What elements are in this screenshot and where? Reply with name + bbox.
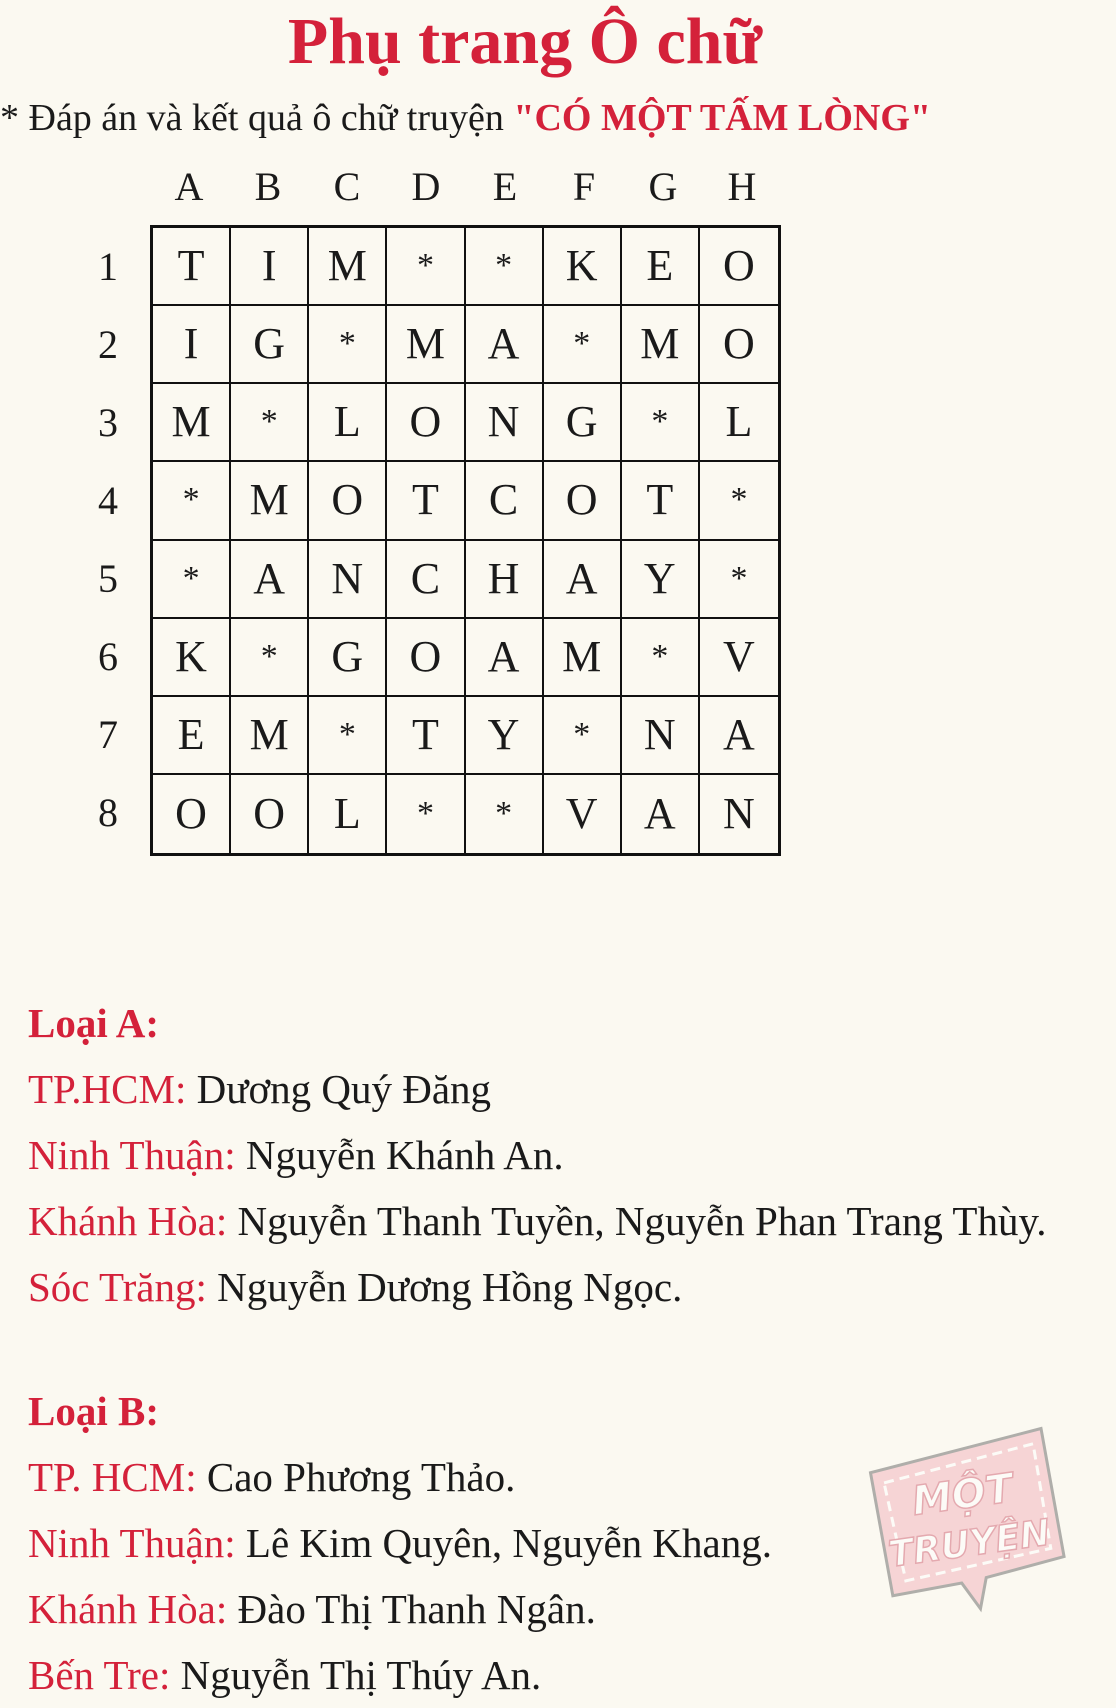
grid-cell: M: [622, 306, 700, 384]
row-header: 3: [98, 400, 118, 445]
winner-place: Khánh Hòa:: [28, 1198, 228, 1244]
row-header: 4: [98, 478, 118, 523]
story-title: "CÓ MỘT TẤM LÒNG": [513, 97, 932, 139]
grid-cell: L: [309, 775, 387, 853]
grid-cell: E: [153, 697, 231, 775]
grid-cell: K: [153, 619, 231, 697]
grid-cell: A: [700, 697, 778, 775]
grid-cell: *: [309, 697, 387, 775]
column-header: F: [572, 164, 596, 209]
grid-cell: O: [387, 619, 465, 697]
grid-cell: Y: [466, 697, 544, 775]
grid-cell: V: [544, 775, 622, 853]
subtitle-prefix: * Đáp án và kết quả ô chữ truyện: [0, 97, 504, 139]
grid-cell: A: [622, 775, 700, 853]
watermark-line1: MỘT: [909, 1465, 1016, 1525]
grid-cell: A: [231, 541, 309, 619]
column-header: A: [174, 164, 204, 209]
winner-place: Khánh Hòa:: [28, 1586, 228, 1632]
grid-cell: M: [544, 619, 622, 697]
grid-cell: O: [387, 384, 465, 462]
grid-cell: T: [622, 462, 700, 540]
grid-cell: *: [231, 619, 309, 697]
winner-names: Nguyễn Thanh Tuyền, Nguyễn Phan Trang Thùy.: [237, 1198, 1047, 1244]
winner-line: [28, 1254, 1116, 1320]
column-header: E: [492, 164, 518, 209]
grid-cell: A: [466, 619, 544, 697]
grid-cell: *: [544, 306, 622, 384]
grid-cell: A: [466, 306, 544, 384]
grid-cell: L: [700, 384, 778, 462]
winner-place: TP. HCM:: [28, 1454, 197, 1500]
grid-cell: *: [622, 619, 700, 697]
winner-place: Ninh Thuận:: [28, 1520, 236, 1566]
grid-cell: N: [309, 541, 387, 619]
grid-cell: *: [544, 697, 622, 775]
watermark-line2: TRUYỆN: [886, 1512, 1053, 1576]
crossword-grid: [150, 225, 781, 856]
grid-cell: E: [622, 228, 700, 306]
section-heading: Loại B:: [28, 1388, 159, 1434]
grid-cell: *: [231, 384, 309, 462]
winner-names: Nguyễn Khánh An.: [245, 1132, 564, 1178]
winner-place: Bến Tre:: [28, 1652, 171, 1698]
grid-cell: *: [466, 228, 544, 306]
winner-names: Cao Phương Thảo.: [206, 1454, 516, 1500]
column-header: D: [411, 164, 441, 209]
grid-cell: O: [700, 306, 778, 384]
winner-place: Sóc Trăng:: [28, 1264, 207, 1310]
row-header: 5: [98, 556, 118, 601]
results-section: [28, 990, 1116, 1320]
winner-line: [28, 1188, 1116, 1254]
grid-cell: G: [544, 384, 622, 462]
grid-cell: I: [153, 306, 231, 384]
grid-cell: G: [309, 619, 387, 697]
column-header: B: [254, 164, 282, 209]
winner-line: [28, 1056, 1116, 1122]
grid-cell: M: [231, 697, 309, 775]
grid-cell: O: [231, 775, 309, 853]
grid-cell: V: [700, 619, 778, 697]
winner-place: Ninh Thuận:: [28, 1132, 236, 1178]
grid-cell: *: [622, 384, 700, 462]
winner-line: [28, 1642, 1116, 1708]
grid-cell: *: [466, 775, 544, 853]
grid-cell: O: [700, 228, 778, 306]
winner-names: Nguyễn Dương Hồng Ngọc.: [217, 1264, 683, 1310]
grid-cell: *: [700, 541, 778, 619]
grid-cell: O: [153, 775, 231, 853]
grid-cell: *: [153, 541, 231, 619]
grid-cell: *: [309, 306, 387, 384]
grid-cell: Y: [622, 541, 700, 619]
grid-cell: M: [387, 306, 465, 384]
grid-cell: A: [544, 541, 622, 619]
page-title: Phụ trang Ô chữ: [287, 5, 763, 78]
grid-cell: H: [466, 541, 544, 619]
row-header: 2: [98, 322, 118, 367]
column-header: C: [333, 164, 361, 209]
grid-cell: N: [466, 384, 544, 462]
grid-cell: C: [387, 541, 465, 619]
grid-cell: M: [153, 384, 231, 462]
grid-cell: *: [387, 775, 465, 853]
winner-names: Đào Thị Thanh Ngân.: [237, 1586, 596, 1632]
grid-cell: O: [544, 462, 622, 540]
column-header: H: [727, 164, 757, 209]
grid-cell: N: [622, 697, 700, 775]
grid-cell: O: [309, 462, 387, 540]
grid-cell: G: [231, 306, 309, 384]
grid-cell: M: [309, 228, 387, 306]
grid-cell: *: [387, 228, 465, 306]
winner-line: [28, 1122, 1116, 1188]
winner-names: Nguyễn Thị Thúy An.: [180, 1652, 542, 1698]
section-heading: Loại A:: [28, 1000, 159, 1046]
row-header: 1: [98, 244, 118, 289]
grid-cell: N: [723, 788, 755, 838]
subtitle: [0, 88, 1116, 148]
grid-cell: C: [466, 462, 544, 540]
column-header: G: [648, 164, 678, 209]
grid-cell: L: [309, 384, 387, 462]
grid-cell: *: [153, 462, 231, 540]
winner-names: Dương Quý Đăng: [196, 1066, 492, 1112]
grid-cell: I: [231, 228, 309, 306]
grid-cell: M: [231, 462, 309, 540]
grid-cell: *: [700, 462, 778, 540]
grid-cell: T: [387, 462, 465, 540]
winner-names: Lê Kim Quyên, Nguyễn Khang.: [245, 1520, 772, 1566]
mot-truyen-watermark-logo: [858, 1420, 1073, 1620]
grid-cell: T: [387, 697, 465, 775]
winner-place: TP.HCM:: [28, 1066, 187, 1112]
row-header: 7: [98, 712, 118, 757]
row-header: 6: [98, 634, 118, 679]
grid-cell: K: [544, 228, 622, 306]
grid-cell: T: [153, 228, 231, 306]
row-header: 8: [98, 790, 118, 835]
